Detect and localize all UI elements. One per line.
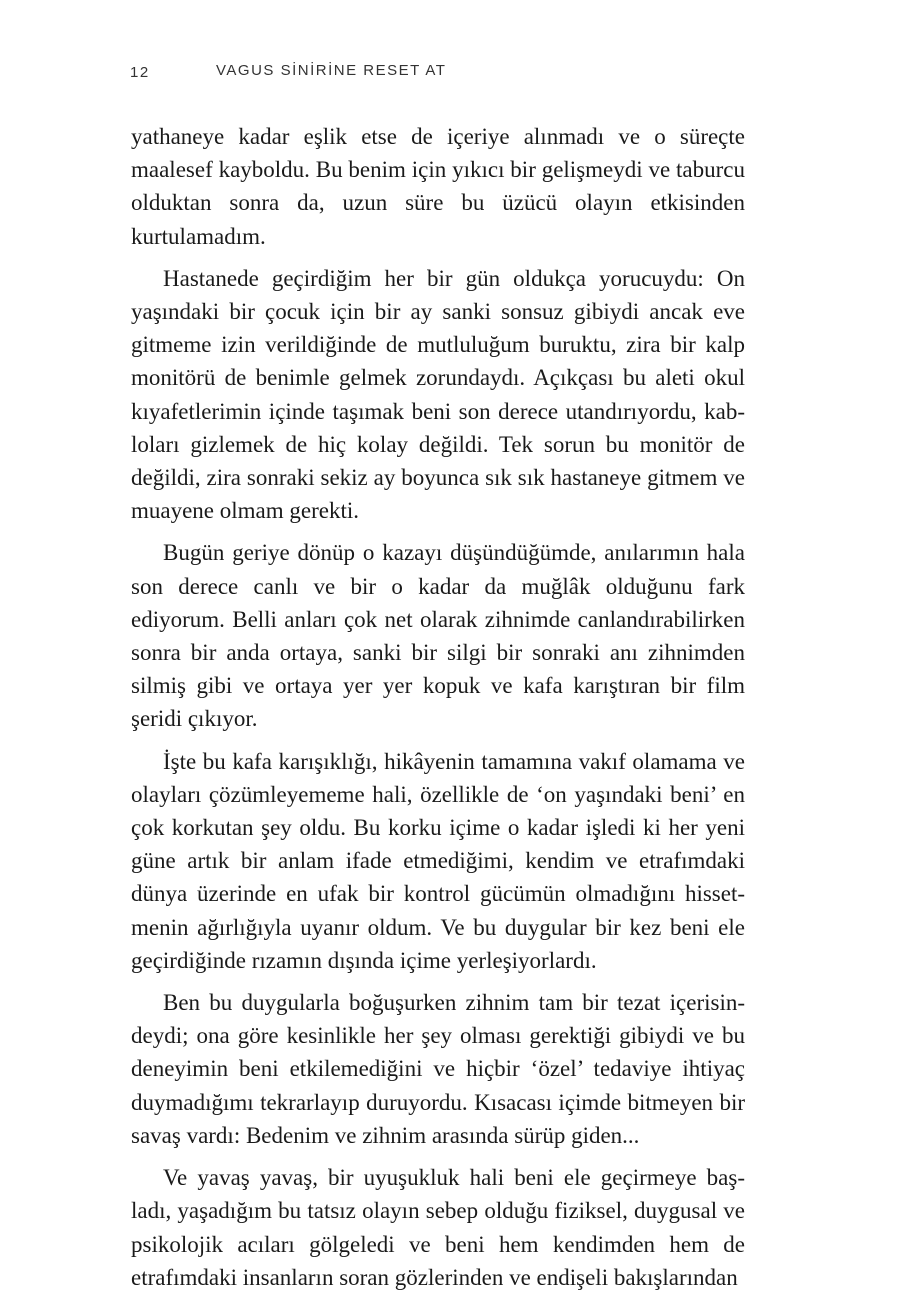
page-number: 12: [130, 64, 150, 81]
paragraph-4: İşte bu kafa karışıklığı, hikâyenin tamamına vakıf olamama ve olayları çözümleyememe hali, özellikle de ‘on yaşındaki beni’ en çok korkutan şey oldu. Bu korku içime o kadar işledi ki her yeni güne artık bir anlam ifade etmediğimi, kendim ve etrafımdaki dünya üzerinde en ufak bir kontrol gücümün olmadığını hisset-menin ağırlığıyla uyanır oldum. Ve bu duygular bir kez beni ele geçirdiğinde rızamın dışında içime yerleşiyorlardı.: [131, 748, 745, 973]
body-text: [131, 120, 745, 1303]
book-title: VAGUS SİNİRİNE RESET AT: [216, 62, 447, 79]
paragraph-5: Ben bu duygularla boğuşurken zihnim tam bir tezat içerisin-deydi; ona göre kesinlikle her şey olması gerektiği gibiydi ve bu deneyimin beni etkilemediğini ve hiçbir ‘özel’ tedaviye ihtiyaç duymadığımı tekrarlayıp duruyordu. Kısacası içimde bitmeyen bir savaş vardı: Bedenim ve zihnim arasında sürüp giden...: [131, 990, 745, 1148]
paragraph-3: Bugün geriye dönüp o kazayı düşündüğümde, anılarımın hala son derece canlı ve bir o kadar da muğlâk olduğunu fark ediyorum. Belli anları çok net olarak zihnimde canlandırabilirken sonra bir anda ortaya, sanki bir silgi bir sonraki anı zihnimden silmiş gibi ve ortaya yer yer kopuk ve kafa karıştıran bir film şeridi çıkıyor.: [131, 540, 745, 732]
running-header: [130, 62, 770, 90]
paragraph-6: Ve yavaş yavaş, bir uyuşukluk hali beni ele geçirmeye baş-ladı, yaşadığım bu tatsız olayın sebep olduğu fiziksel, duygusal ve psikolojik acıları gölgeledi ve beni hem kendimden hem de etrafımdaki insanların soran gözlerinden ve endişeli bakışlarından: [131, 1165, 745, 1290]
paragraph-1: yathaneye kadar eşlik etse de içeriye alınmadı ve o süreçte maalesef kayboldu. Bu benim için yıkıcı bir gelişmeydi ve taburcu olduktan sonra da, uzun süre bu üzücü olayın etkisinden kurtulamadım.: [131, 124, 745, 249]
paragraph-2: Hastanede geçirdiğim her bir gün oldukça yorucuydu: On yaşındaki bir çocuk için bir ay sanki sonsuz gibiydi ancak eve gitmeme izin verildiğinde de mutluluğum buruktu, zira bir kalp monitörü de benimle gelmek zorundaydı. Açıkçası bu aleti okul kıyafetlerimin içinde taşımak beni son derece utandırıyordu, kab-loları gizlemek de hiç kolay değildi. Tek sorun bu monitör de değildi, zira sonraki sekiz ay boyunca sık sık hastaneye gitmem ve muayene olmam gerekti.: [131, 265, 745, 524]
